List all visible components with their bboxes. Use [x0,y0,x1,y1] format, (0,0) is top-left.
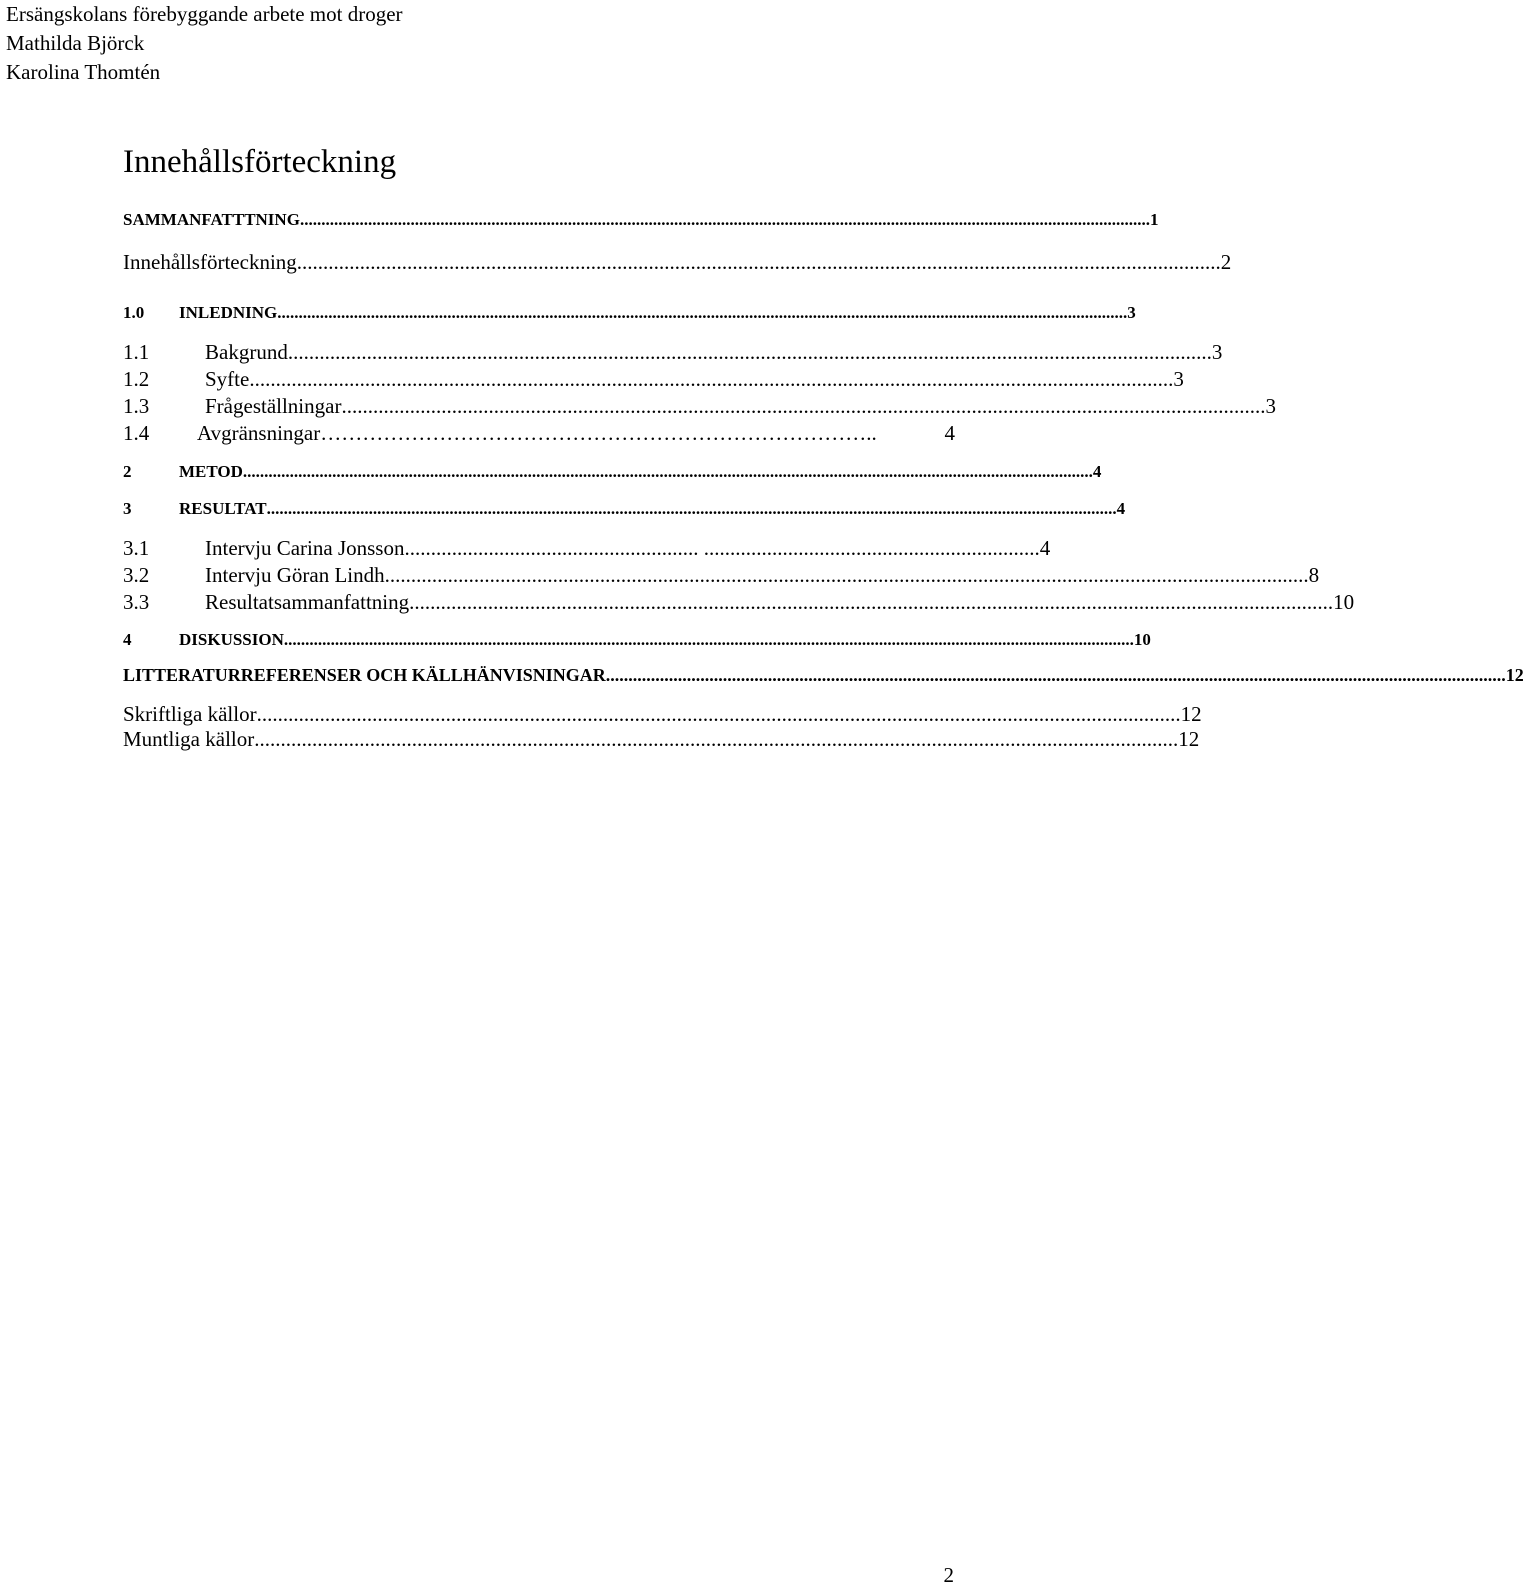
toc-entry-leader: ................................................................................................................................................................................ [341,394,1266,418]
toc-entry-leader: ................................................................................................................................................................................ [409,590,1334,614]
toc-entry-leader: ................................................................................................................................................................................ [254,727,1179,751]
toc-entry-page: 3 [1211,340,1223,364]
toc-entry-label: DISKUSSION [179,630,284,649]
toc-entry-intervju-carina[interactable] [123,536,1051,561]
toc-entry-resultat[interactable] [123,499,1126,519]
toc-entry-number: 2 [123,462,132,481]
toc-entry-intervju-goran[interactable] [123,563,1320,588]
toc-entry-page: 3 [1127,303,1136,322]
toc-entry-page: 1 [1149,210,1159,229]
page-number: 2 [943,1563,954,1587]
toc-entry-page: 4 [1116,499,1126,518]
toc-entry-page: 4 [1092,462,1102,481]
toc-entry-page: 10 [1133,630,1151,649]
toc-entry-page: 12 [1505,665,1524,685]
toc-entry-leader: ........................................................................................................................................................................................................ [283,630,1134,649]
toc-entry-number: 3.2 [123,563,150,587]
toc-entry-skriftliga-kallor[interactable] [123,702,1202,727]
toc-entry-bakgrund[interactable] [123,340,1223,365]
toc-entry-page: 4 [944,421,955,445]
toc-entry-number: 1.4 [123,421,150,445]
toc-entry-number: 1.1 [123,340,150,364]
toc-entry-page: 12 [1178,727,1200,751]
toc-entry-label: INLEDNING [179,303,278,322]
toc-entry-number: 1.3 [123,394,150,418]
toc-entry-number: 3 [123,499,132,518]
toc-entry-inledning[interactable] [123,303,1136,323]
toc-entry-leader: ................................................................................................................................................................................ [249,367,1174,391]
toc-entry-diskussion[interactable] [123,630,1151,650]
toc-entry-innehallsforteckning[interactable] [123,250,1232,275]
toc-entry-label: Avgränsningar [197,421,321,445]
header-author-1: Mathilda Björck [6,31,145,55]
toc-entry-label: SAMMANFATTTNING [123,210,300,229]
toc-entry-label: LITTERATURREFERENSER OCH KÄLLHÄNVISNINGAR [123,665,606,685]
toc-entry-fragestallningar[interactable] [123,394,1276,419]
toc-entry-muntliga-kallor[interactable] [123,727,1200,752]
toc-entry-label: Intervju Carina Jonsson [205,536,405,560]
toc-entry-litteraturreferenser[interactable] [123,665,1524,686]
toc-entry-leader: ................................................................................................................................................................................ [296,250,1221,274]
toc-entry-label: RESULTAT [179,499,267,518]
toc-entry-leader: ........................................................................................................................................................................................................ [299,210,1150,229]
toc-entry-avgransningar[interactable] [123,421,955,446]
toc-entry-leader: ........................................................................................................................................................................................................ [242,462,1093,481]
header-title: Ersängskolans förebyggande arbete mot droger [6,2,403,26]
toc-entry-number: 1.0 [123,303,145,322]
toc-entry-page: 10 [1333,590,1355,614]
toc-entry-label: METOD [179,462,243,481]
header-author-2: Karolina Thomtén [6,60,161,84]
toc-entry-sammanfattning[interactable] [123,210,1159,230]
toc-entry-leader: …………………………………………………………………….. [320,421,877,445]
document-header [6,0,403,87]
toc-entry-label: Syfte [205,367,250,391]
toc-entry-leader: ........................................................ ................................................................ [404,536,1040,560]
toc-entry-label: Resultatsammanfattning [205,590,410,614]
toc-entry-label: Muntliga källor [123,727,255,751]
toc-entry-leader: ................................................................................................................................................................................ [384,563,1309,587]
toc-entry-label: Bakgrund [205,340,288,364]
toc-entry-leader: ................................................................................................................................................................................ [256,702,1181,726]
toc-entry-number: 3.3 [123,590,150,614]
toc-entry-page: 4 [1039,536,1051,560]
toc-entry-leader: ................................................................................................................................................................................ [287,340,1212,364]
toc-entry-leader: ........................................................................................................................................................................................................ [605,665,1506,685]
toc-entry-metod[interactable] [123,462,1102,482]
toc-entry-number: 1.2 [123,367,150,391]
toc-entry-page: 8 [1308,563,1320,587]
toc-entry-page: 12 [1180,702,1202,726]
toc-entry-label: Frågeställningar [205,394,342,418]
toc-entry-page: 3 [1173,367,1184,391]
toc-entry-page: 3 [1265,394,1276,418]
toc-entry-label: Skriftliga källor [123,702,257,726]
toc-entry-number: 3.1 [123,536,150,560]
toc-title: Innehållsförteckning [123,144,397,180]
toc-entry-leader: ........................................................................................................................................................................................................ [277,303,1128,322]
toc-entry-label: Intervju Göran Lindh [205,563,385,587]
toc-entry-page: 2 [1220,250,1232,274]
toc-entry-number: 4 [123,630,132,649]
toc-entry-leader: ........................................................................................................................................................................................................ [266,499,1117,518]
toc-entry-resultatsammanfattning[interactable] [123,590,1355,615]
toc-entry-syfte[interactable] [123,367,1184,392]
toc-entry-label: Innehållsförteckning [123,250,297,274]
